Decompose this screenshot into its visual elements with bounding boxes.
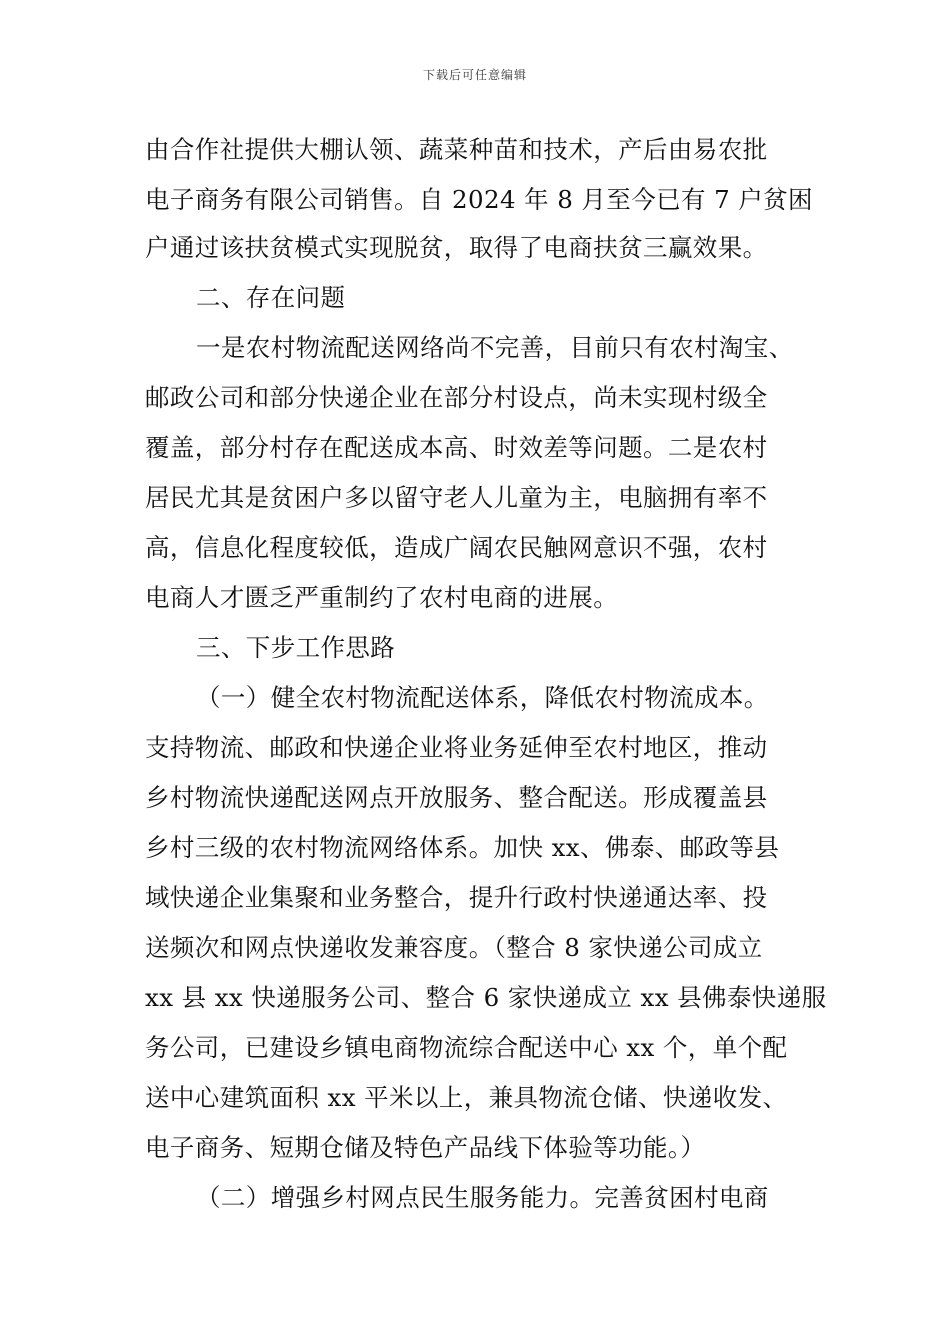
subsection-heading: （二）增强乡村网点民生服务能力。完善贫困村电商 <box>196 1183 769 1212</box>
body-line: 支持物流、邮政和快递企业将业务延伸至农村地区，推动 <box>145 733 768 762</box>
subsection-heading: （一）健全农村物流配送体系，降低农村物流成本。 <box>196 683 769 712</box>
body-line: 乡村三级的农村物流网络体系。加快 xx、佛泰、邮政等县 <box>145 833 780 862</box>
body-line: 电子商务、短期仓储及特色产品线下体验等功能。） <box>145 1133 706 1162</box>
body-line: 邮政公司和部分快递企业在部分村设点，尚未实现村级全 <box>145 383 768 412</box>
body-line: 电商人才匮乏严重制约了农村电商的进展。 <box>145 583 619 612</box>
body-line: 高，信息化程度较低，造成广阔农民触网意识不强，农村 <box>145 533 768 562</box>
body-line: 乡村物流快递配送网点开放服务、整合配送。形成覆盖县 <box>145 783 768 812</box>
header-note: 下载后可任意编辑 <box>422 68 527 82</box>
body-line: 送中心建筑面积 xx 平米以上，兼具物流仓储、快递收发、 <box>145 1083 788 1112</box>
section-heading: 三、下步工作思路 <box>196 633 396 662</box>
body-line: 务公司，已建设乡镇电商物流综合配送中心 xx 个，单个配 <box>145 1033 788 1062</box>
body-line: 由合作社提供大棚认领、蔬菜种苗和技术，产后由易农批 <box>145 135 768 164</box>
section-heading: 二、存在问题 <box>196 283 346 312</box>
body-line: xx 县 xx 快递服务公司、整合 6 家快递成立 xx 县佛泰快递服 <box>145 983 827 1012</box>
paragraph-start: 一是农村物流配送网络尚不完善，目前只有农村淘宝、 <box>196 333 794 362</box>
body-line: 域快递企业集聚和业务整合，提升行政村快递通达率、投 <box>145 883 768 912</box>
body-line: 户通过该扶贫模式实现脱贫，取得了电商扶贫三赢效果。 <box>145 233 768 262</box>
body-line: 居民尤其是贫困户多以留守老人儿童为主，电脑拥有率不 <box>145 483 768 512</box>
body-line: 电子商务有限公司销售。自 2024 年 8 月至今已有 7 户贫困 <box>145 185 813 214</box>
body-line: 送频次和网点快递收发兼容度。（整合 8 家快递公司成立 <box>145 933 763 962</box>
body-line: 覆盖，部分村存在配送成本高、时效差等问题。二是农村 <box>145 433 768 462</box>
